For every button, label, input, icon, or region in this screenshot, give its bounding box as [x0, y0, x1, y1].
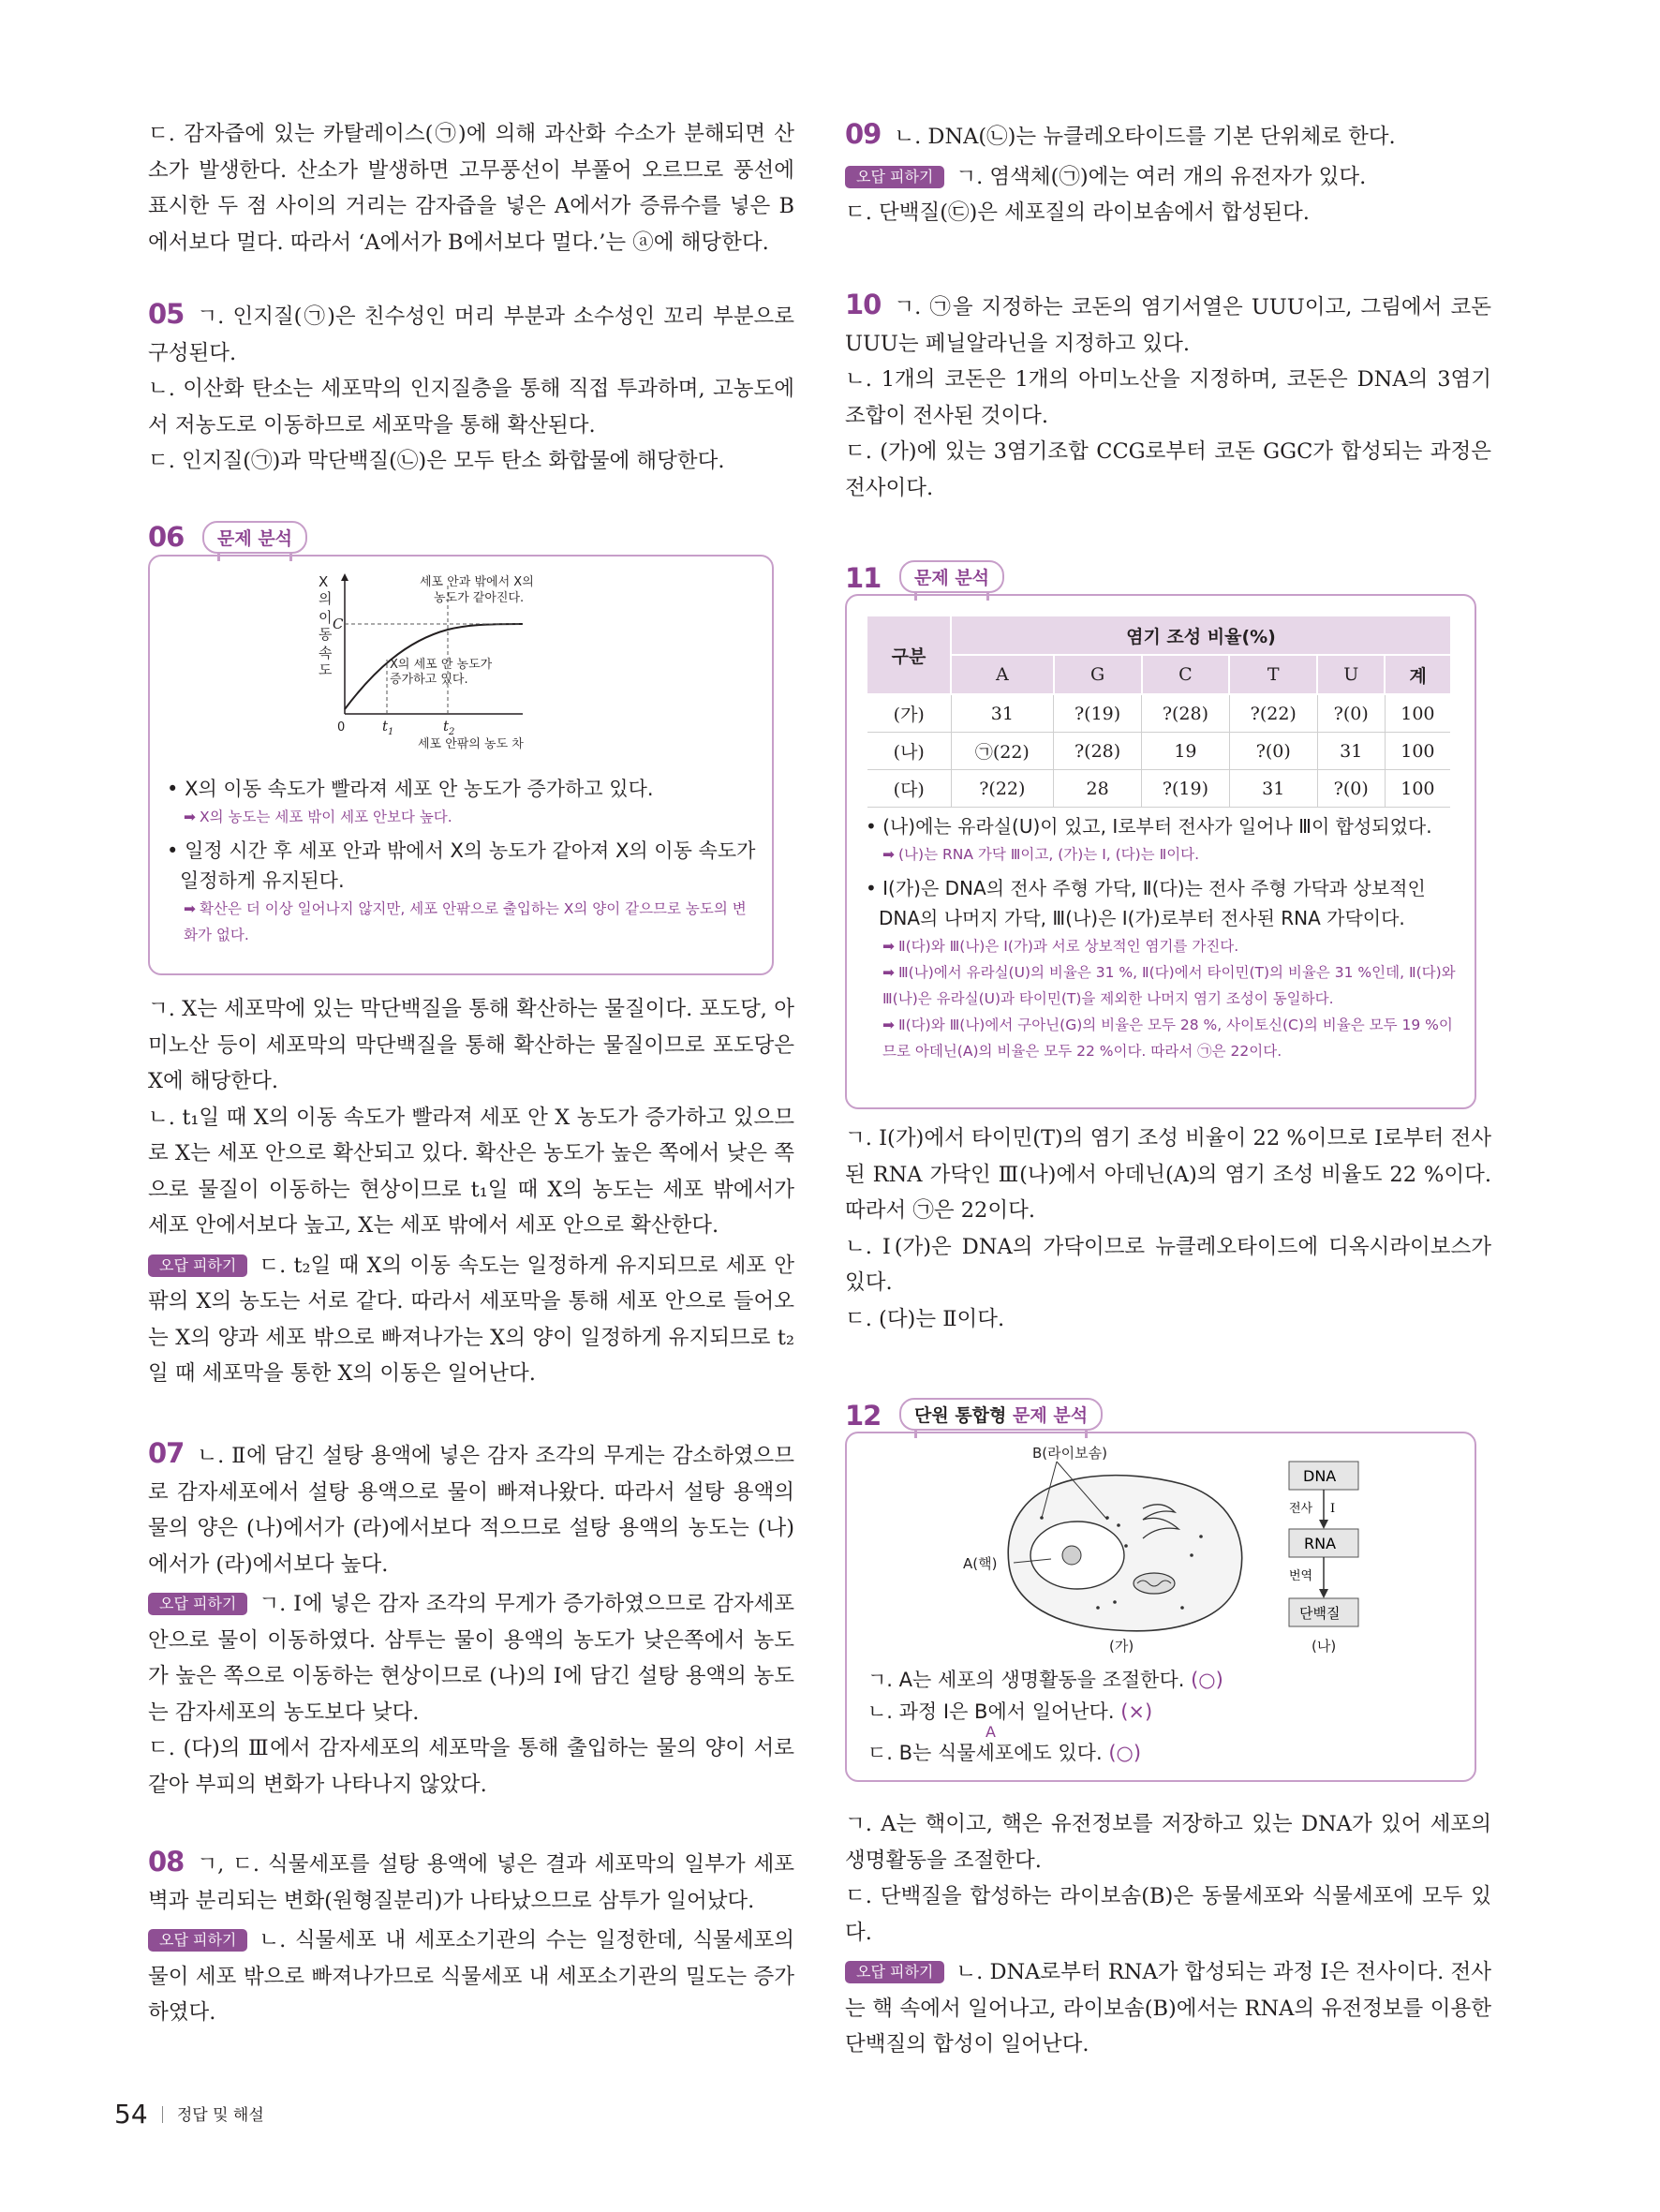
table-cell: ?(22) [951, 770, 1054, 808]
answer-06-text [148, 991, 794, 1392]
bullet-2: • 일정 시간 후 세포 안과 밖에서 X의 농도가 같아져 X의 이동 속도가 일정하게 유지된다. [167, 839, 756, 892]
protein-label: 단백질 [1299, 1605, 1341, 1622]
analysis-label [202, 521, 307, 554]
table-cell: 31 [1317, 733, 1385, 770]
question-number: 08 [148, 1846, 185, 1878]
table-cell: 100 [1385, 770, 1450, 808]
bullet-2-sub-2: ➡ Ⅲ(나)에서 유라실(U)의 비율은 31 %, Ⅱ(다)에서 타이민(T)의 비율은 31 %인데, Ⅱ(다)와 Ⅲ(나)은 유라실(U)과 타이민(T)을 제외한 나머지 염기 조성이 동일하다. [882, 964, 1456, 1007]
bullet-1: • (나)에는 유라실(U)이 있고, Ⅰ로부터 전사가 일어나 Ⅲ이 합성되었다. [866, 815, 1432, 838]
row-label: (가) [867, 694, 951, 733]
bullet-1-sub: ➡ (나)는 RNA 가닥 Ⅲ이고, (가)는 Ⅰ, (다)는 Ⅱ이다. [882, 846, 1200, 863]
graph-t1-sub: 1 [388, 727, 394, 737]
answer-10-line-1: ㄱ. ㉠을 지정하는 코돈의 염기서열은 UUU이고, 그림에서 코돈 UUU는 페닐알라닌을 지정하고 있다. [845, 295, 1491, 356]
analysis-label-unit: 단원 통합형 [914, 1405, 1007, 1426]
answer-07 [148, 1435, 794, 1803]
avoid-wrong-tag: 오답 피하기 [148, 1254, 247, 1277]
table-head-gubun: 구분 [867, 616, 951, 694]
graph-xlabel: 세포 안팎의 농도 차 [418, 737, 524, 751]
graph-annot-2b: 증가하고 있다. [390, 673, 468, 687]
answer-11-text [845, 1121, 1491, 1337]
question-number: 11 [845, 562, 882, 594]
transcription-label: 전사 [1289, 1502, 1313, 1516]
analysis-label [899, 560, 1004, 593]
mitochondrion [1134, 1573, 1175, 1594]
table-row [867, 694, 1450, 733]
answer-line: ㄱ. 인지질(㉠)은 친수성인 머리 부분과 소수성인 꼬리 부분으로 구성된다. [148, 304, 794, 365]
answer-09-text-3: ㄷ. 단백질(㉢)은 세포질의 라이보솜에서 합성된다. [845, 200, 1310, 225]
analysis-bullets [167, 774, 757, 948]
footer-title: 정답 및 해설 [176, 2106, 264, 2125]
nucleolus [1062, 1546, 1081, 1565]
page-number: 54 [114, 2099, 148, 2130]
label-ga: (가) [1109, 1638, 1134, 1655]
bullet-2-sub-1: ➡ Ⅱ(다)와 Ⅲ(나)은 Ⅰ(가)과 서로 상보적인 염기를 가진다. [882, 938, 1239, 955]
row-label: (다) [867, 770, 951, 808]
analysis-label-text: 문제 분석 [914, 568, 990, 588]
table-cell: 28 [1054, 770, 1142, 808]
answer-06-text-3: ㄷ. t₂일 때 X의 이동 속도는 일정하게 유지되므로 세포 안팎의 X의 농도는 서로 같다. 따라서 세포막을 통해 세포 안으로 들어오는 X의 양과 세포 밖으로 빠져나가는 X의 양이 일정하게 유지되므로 t₂일 때 세포막을 통한 X의 이동은 일어난다. [148, 1253, 794, 1386]
answer-11-text-2: ㄴ. Ⅰ(가)은 DNA의 가닥이므로 뉴클레오타이드에 디옥시라이보스가 있다. [845, 1234, 1491, 1295]
graph-ylabel-4: 동 [319, 626, 333, 643]
table-cell: 100 [1385, 694, 1450, 733]
table-cell: 19 [1142, 733, 1230, 770]
graph-ylabel-2: 의 [319, 590, 333, 607]
label-b-ribosome: B(라이보솜) [1032, 1445, 1107, 1462]
table-cell: ?(19) [1142, 770, 1230, 808]
table-cell: ?(0) [1317, 770, 1385, 808]
question-number: 06 [148, 521, 185, 553]
graph-t1: t [382, 718, 389, 735]
avoid-wrong-tag: 오답 피하기 [148, 1929, 247, 1952]
answer-line: ㄴ. 이산화 탄소는 세포막의 인지질층을 통해 직접 투과하며, 고농도에서 저농도로 이동하므로 세포막을 통해 확산된다. [148, 377, 794, 438]
check-1: ㄱ. A는 세포의 생명활동을 조절한다. (○) [867, 1669, 1223, 1691]
graph-annot-1b: 농도가 같아진다. [434, 591, 525, 605]
graph-t2: t [443, 718, 450, 735]
label-a-nucleus: A(핵) [963, 1555, 998, 1572]
question-number: 07 [148, 1437, 185, 1469]
graph-ylabel-6: 도 [319, 661, 333, 678]
table-col-head: G [1054, 655, 1142, 694]
graph-annot-1a: 세포 안과 밖에서 X의 [420, 575, 534, 589]
table-col-head: A [951, 655, 1054, 694]
analysis-label [899, 1398, 1103, 1431]
graph-annot-2a: X의 세포 안 농도가 [390, 658, 493, 672]
bullet-2: • Ⅰ(가)은 DNA의 전사 주형 가닥, Ⅱ(다)는 전사 주형 가닥과 상보적인 DNA의 나머지 가닥, Ⅲ(나)은 Ⅰ(가)로부터 전사된 RNA 가닥이다. [866, 877, 1426, 929]
answer-05 [148, 296, 794, 480]
answer-11-text-3: ㄷ. (다)는 Ⅱ이다. [845, 1306, 1005, 1331]
avoid-wrong-tag: 오답 피하기 [845, 1961, 944, 1983]
answer-07-text-3: ㄷ. (다)의 Ⅲ에서 감자세포의 세포막을 통해 출입하는 물의 양이 서로 같아 부피의 변화가 나타나지 않았다. [148, 1736, 794, 1797]
table-col-head: U [1317, 655, 1385, 694]
table-cell: 100 [1385, 733, 1450, 770]
answer-09-text-1: ㄴ. DNA(㉡)는 뉴클레오타이드를 기본 단위체로 한다. [894, 125, 1396, 149]
table-cell: ?(28) [1054, 733, 1142, 770]
table-row [867, 733, 1450, 770]
table-cell: ㉠(22) [951, 733, 1054, 770]
row-label: (나) [867, 733, 951, 770]
answer-08-text-1: ㄱ, ㄷ. 식물세포를 설탕 용액에 넣은 결과 세포막의 일부가 세포벽과 분리되는 변화(원형질분리)가 나타났으므로 삼투가 일어났다. [148, 1852, 794, 1913]
dna-label: DNA [1303, 1467, 1337, 1485]
answer-12-text-2: ㄷ. 단백질을 합성하는 라이보솜(B)은 동물세포와 식물세포에 모두 있다. [845, 1884, 1491, 1945]
avoid-wrong-tag: 오답 피하기 [148, 1593, 247, 1615]
table-cell: ?(0) [1229, 733, 1317, 770]
table-col-head: T [1229, 655, 1317, 694]
check-statements [867, 1664, 1458, 1769]
answer-text: ㄷ. 감자즙에 있는 카탈레이스(㉠)에 의해 과산화 수소가 분해되면 산소가 발생한다. 산소가 발생하면 고무풍선이 부풀어 오르므로 풍선에 표시한 두 점 사이의 거리는 감자즙을 넣은 A에서가 증류수를 넣은 B에서보다 멀다. 따라서 ‘A에서가 B에서보다 멀다.’는 ⓐ에 해당한다. [148, 122, 794, 255]
question-number: 12 [845, 1400, 882, 1432]
table-col-head: C [1142, 655, 1230, 694]
diffusion-graph [317, 573, 626, 751]
bullet-2-sub: ➡ 확산은 더 이상 일어나지 않지만, 세포 안팎으로 출입하는 X의 양이 같으므로 농도의 변화가 없다. [184, 900, 747, 943]
table-cell: ?(0) [1317, 694, 1385, 733]
answer-07-text-2: ㄱ. Ⅰ에 넣은 감자 조각의 무게가 증가하였으므로 감자세포 안으로 물이 이동하였다. 삼투는 물이 용액의 농도가 낮은쪽에서 농도가 높은 쪽으로 이동하는 현상이므로 (나)의 Ⅰ에 담긴 설탕 용액의 농도는 감자세포의 농도보다 낮다. [148, 1592, 794, 1725]
avoid-wrong-tag: 오답 피하기 [845, 166, 944, 188]
bullet-1-sub: ➡ X의 농도는 세포 밖이 세포 안보다 높다. [184, 809, 452, 825]
table-cell: ?(28) [1142, 694, 1230, 733]
analysis-label-text: 문제 분석 [1013, 1405, 1089, 1426]
label-na: (나) [1312, 1638, 1337, 1655]
check-2: ㄴ. 과정 Ⅰ은 B에서 일어난다. (×) A [867, 1696, 1458, 1728]
table-cell: ?(19) [1054, 694, 1142, 733]
question-number: 09 [845, 118, 882, 150]
question-number: 10 [845, 289, 882, 320]
table-col-head: 계 [1385, 655, 1450, 694]
bullet-1: • X의 이동 속도가 빨라져 세포 안 농도가 증가하고 있다. [167, 778, 654, 800]
table-cell: 31 [1229, 770, 1317, 808]
analysis-label-text: 문제 분석 [217, 528, 293, 549]
question-number: 05 [148, 298, 185, 330]
answer-line: ㄷ. 인지질(㉠)과 막단백질(㉡)은 모두 탄소 화합물에 해당한다. [148, 449, 725, 473]
table-cell: 31 [951, 694, 1054, 733]
answer-07-text-1: ㄴ. Ⅱ에 담긴 설탕 용액에 넣은 감자 조각의 무게는 감소하였으므로 감자세포에서 설탕 용액으로 물이 빠져나왔다. 따라서 설탕 용액의 물의 양은 (나)에서가 (라)에서보다 적으므로 설탕 용액의 농도는 (나)에서가 (라)에서보다 높다. [148, 1444, 794, 1577]
page-footer [114, 2099, 264, 2130]
graph-c-label: C [333, 616, 344, 632]
answer-10-line-2: ㄴ. 1개의 코돈은 1개의 아미노산을 지정하며, 코돈은 DNA의 3염기조합이 전사된 것이다. [845, 367, 1491, 428]
answer-10 [845, 287, 1491, 506]
graph-t2-sub: 2 [449, 727, 455, 737]
graph-ylabel-1: X [319, 573, 329, 590]
answer-09 [845, 116, 1491, 231]
table-head-group: 염기 조성 비율(%) [951, 616, 1450, 655]
answer-09-text-2: ㄱ. 염색체(㉠)에는 여러 개의 유전자가 있다. [956, 164, 1367, 189]
answer-11-text-1: ㄱ. Ⅰ(가)에서 타이민(T)의 염기 조성 비율이 22 %이므로 Ⅰ로부터 전사된 RNA 가닥인 Ⅲ(나)에서 아데닌(A)의 염기 조성 비율도 22 %이다. 따라서 ㉠은 22이다. [845, 1126, 1491, 1223]
table-row [867, 770, 1450, 808]
analysis-bullets [866, 811, 1456, 1064]
cell-diagram [873, 1443, 1454, 1658]
correction-mark: A [986, 1723, 996, 1741]
bullet-2-sub-3: ➡ Ⅱ(다)와 Ⅲ(나)에서 구아닌(G)의 비율은 모두 28 %, 사이토신(C)의 비율은 모두 19 %이므로 아데닌(A)의 비율은 모두 22 %이다. 따라서 ㉠은 22이다. [882, 1017, 1453, 1060]
answer-08-text-2: ㄴ. 식물세포 내 세포소기관의 수는 일정한데, 식물세포의 물이 세포 밖으로 빠져나가므로 식물세포 내 세포소기관의 밀도는 증가하였다. [148, 1928, 794, 2025]
translation-label: 번역 [1289, 1569, 1313, 1583]
answer-04-c [148, 116, 794, 260]
table-cell: ?(22) [1229, 694, 1317, 733]
answer-08 [148, 1844, 794, 2031]
graph-ylabel-5: 속 [319, 645, 333, 661]
answer-12-text-1: ㄱ. A는 핵이고, 핵은 유전정보를 저장하고 있는 DNA가 있어 세포의 생명활동을 조절한다. [845, 1812, 1491, 1873]
answer-06-text-1: ㄱ. X는 세포막에 있는 막단백질을 통해 확산하는 물질이다. 포도당, 아미노산 등이 세포막의 막단백질을 통해 확산하는 물질이므로 포도당은 X에 해당한다. [148, 997, 794, 1093]
answer-12-text-3: ㄴ. DNA로부터 RNA가 합성되는 과정 Ⅰ은 전사이다. 전사는 핵 속에서 일어나고, 라이보솜(B)에서는 RNA의 유전정보를 이용한 단백질의 합성이 일어난다. [845, 1960, 1491, 2056]
answer-10-line-3: ㄷ. (가)에 있는 3염기조합 CCG로부터 코돈 GGC가 합성되는 과정은 전사이다. [845, 439, 1491, 500]
graph-zero: 0 [337, 720, 346, 735]
answer-12-text [845, 1806, 1491, 2063]
check-3: ㄷ. B는 식물세포에도 있다. (○) [867, 1742, 1142, 1764]
rna-label: RNA [1304, 1535, 1337, 1552]
graph-ylabel-3: 이 [319, 609, 333, 626]
answer-06-text-2: ㄴ. t₁일 때 X의 이동 속도가 빨라져 세포 안 X 농도가 증가하고 있으므로 X는 세포 안으로 확산되고 있다. 확산은 농도가 높은 쪽에서 낮은 쪽으로 물질이 이동하는 현상이므로 t₁일 때 X의 농도는 세포 밖에서가 세포 안에서보다 높고, X는 세포 밖에서 세포 안으로 확산한다. [148, 1105, 794, 1238]
base-ratio-table [867, 616, 1450, 808]
roman-one-label: Ⅰ [1330, 1502, 1336, 1516]
